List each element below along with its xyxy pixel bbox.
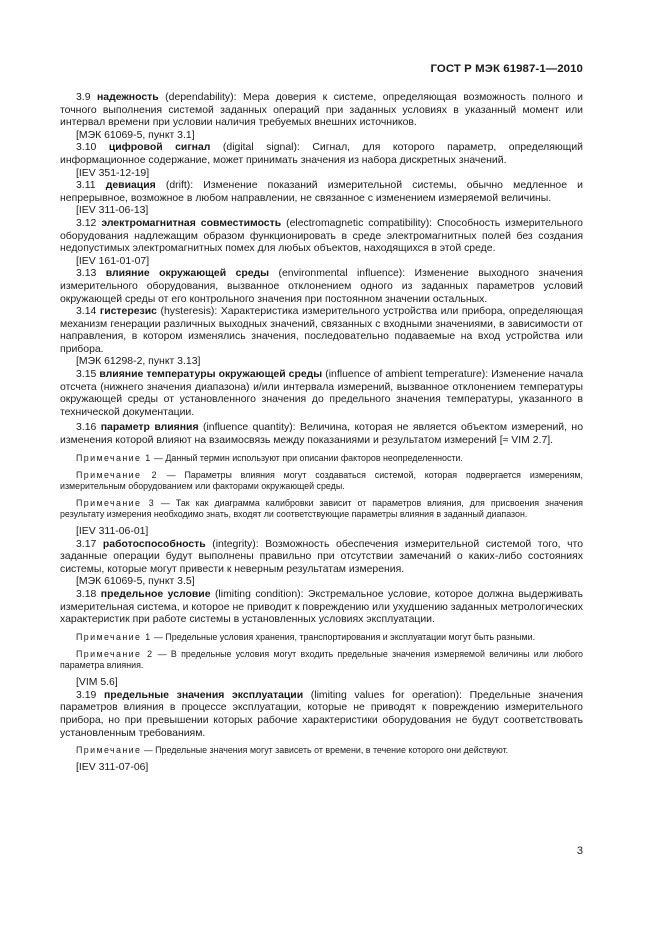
term-number: 3.16 [76,422,97,434]
source-reference: [МЭК 61298-2, пункт 3.13] [76,356,201,368]
term-3-19 [60,690,583,740]
term-name: надежность [97,92,159,103]
term-name: девиация [105,180,156,192]
note-text: — Данный термин используют при описании факторов неопределенности. [151,452,463,463]
note [60,498,583,520]
note-text: — Предельные условия хранения, транспортирования и эксплуатации могут быть разными. [151,631,536,642]
term-definition: (drift): Изменение показаний измерительной системы, обычно медленное и непрерывное, возможное в любом направлении, не связанное с изменением измеряемой величины. [60,180,584,204]
term-3-12 [60,218,583,256]
term-3-10 [60,142,583,167]
term-name: влияние окружающей среды [105,268,270,280]
term-number: 3.18 [76,589,97,601]
term-name: влияние температуры окружающей среды [99,369,323,381]
term-definition: (environmental influence): Изменение выходного значения измерительного оборудования, вызванное отклонением одного из заданных параметров условий окружающей среды от его контрольного значения при постоянном значении остальных. [60,268,584,305]
note-label: Примечание 2 [76,648,154,659]
source-reference: [IEV 311-06-01] [76,526,149,538]
term-name: предельные значения эксплуатации [104,689,304,701]
note-label: Примечание 3 [76,497,156,508]
page-number: 3 [576,845,583,857]
term-definition: (dependability): Мера доверия к системе, определяющая возможность полного и точного выполнения системой заданных операций при заданных условиях в указанный момент или интервал времени при условии наличия требуемых внешних источников. [60,92,584,129]
source-reference: [IEV 311-06-13] [76,205,149,217]
term-number: 3.12 [76,217,97,229]
term-name: работоспособность [102,538,206,550]
term-number: 3.9 [76,92,91,103]
term-definition: (limiting values for operation): Предельные значения параметров влияния в процессе эксплуатации, которые не приводят к повреждению измерительного прибора, но при превышении которых рабочие характеристики оборудования не будут соответствовать установленным требованиям. [60,689,583,739]
source-reference: [VIM 5.6] [76,677,118,689]
source-reference: [МЭК 61069-5, пункт 3.5] [76,576,195,588]
term-name: электромагнитная совместимость [101,217,282,229]
term-3-11 [60,180,583,205]
term-3-16 [60,422,583,447]
term-definition: (integrity): Возможность обеспечения измерительной системой того, что заданные операции будут выполнены правильно при отсутствии замечаний о каких-либо состояниях системы, которые могут привести к неверным результатам измерения. [60,538,583,575]
source-reference: [IEV 311-07-06] [76,762,149,774]
term-number: 3.10 [76,142,97,154]
source-reference: [МЭК 61069-5, пункт 3.1] [76,129,195,141]
note [60,470,583,492]
term-definition: (electromagnetic compatibility): Способность измерительного оборудования надлежащим образом функционировать в среде электромагнитных полей без создания недопустимых электромагнитных помех для любых объектов, находящихся в этой среде. [60,217,583,255]
note-label: Примечание [76,745,142,756]
term-name: гистерезис [99,306,157,318]
term-number: 3.15 [76,369,97,381]
term-3-18 [60,589,583,627]
term-name: предельное условие [100,589,211,601]
term-3-17 [60,539,583,577]
term-name: цифровой сигнал [108,142,211,154]
note [60,649,583,671]
term-definition: (hysteresis): Характеристика измерительного устройства или прибора, определяющая механизм генерации различных выходных значений, связанных с входными значениями, в зависимости от направления, в котором изменялись значения, последовательно подаваемые на вход устройства или прибора. [60,306,583,355]
term-name: параметр влияния [100,422,199,434]
note-text: — Так как диаграмма калибровки зависит от параметров влияния, для присвоения значения результату измерения необходимо знать, входят ли соответствующие параметры влияния в заданный диапазон. [60,497,583,519]
source-reference: [IEV 351-12-19] [76,167,150,179]
term-3-13 [60,268,583,306]
term-number: 3.13 [76,268,97,280]
term-3-9 [60,92,583,130]
term-number: 3.11 [76,180,96,192]
term-definition: (influence quantity): Величина, которая не является объектом измерений, но изменения которой влияют на взаимосвязь между показаниями и результатом измерений [≈ VIM 2.7]. [60,422,583,447]
note-text: — В предельные условия могут входить предельные значения измеряемой величины или любого параметра влияния. [60,648,583,671]
term-definition: (limiting condition): Экстремальное условие, которое должна выдерживать измерительная система, и которое не приводит к повреждению или ухудшению заданных метрологических характеристик при работе системы в установленных условиях эксплуатации. [60,589,583,626]
term-3-14 [60,306,583,356]
note [60,632,583,643]
term-definition: (digital signal): Сигнал, для которого параметр, определяющий информационное содержание, может принимать значения из набора дискретных значений. [60,142,583,166]
note-label: Примечание 1 [76,631,152,642]
note-text: — Предельные значения могут зависеть от времени, в течение которого они действуют. [141,745,509,756]
note-text: — Параметры влияния могут создаваться системой, которая подвергается измерениям, измерительным оборудованием или факторами окружающей среды. [60,469,583,491]
term-number: 3.14 [76,306,97,318]
term-number: 3.19 [76,689,97,701]
term-definition: (influence of ambient temperature): Изменение начала отсчета (нижнего значения диапазона) и/или интервала измерений, вызванное отклонением температуры окружающей среды от установленного значения до предельного значения температуры, указанного в технической документации. [60,369,584,418]
note-label: Примечание 1 [76,452,152,463]
document-body [60,92,583,775]
note-label: Примечание 2 [76,469,158,480]
note [60,745,583,756]
term-number: 3.17 [76,538,97,550]
note [60,453,583,464]
source-reference: [IEV 161-01-07] [76,255,150,267]
standard-header: ГОСТ Р МЭК 61987-1—2010 [430,63,583,75]
term-3-15 [60,369,583,419]
